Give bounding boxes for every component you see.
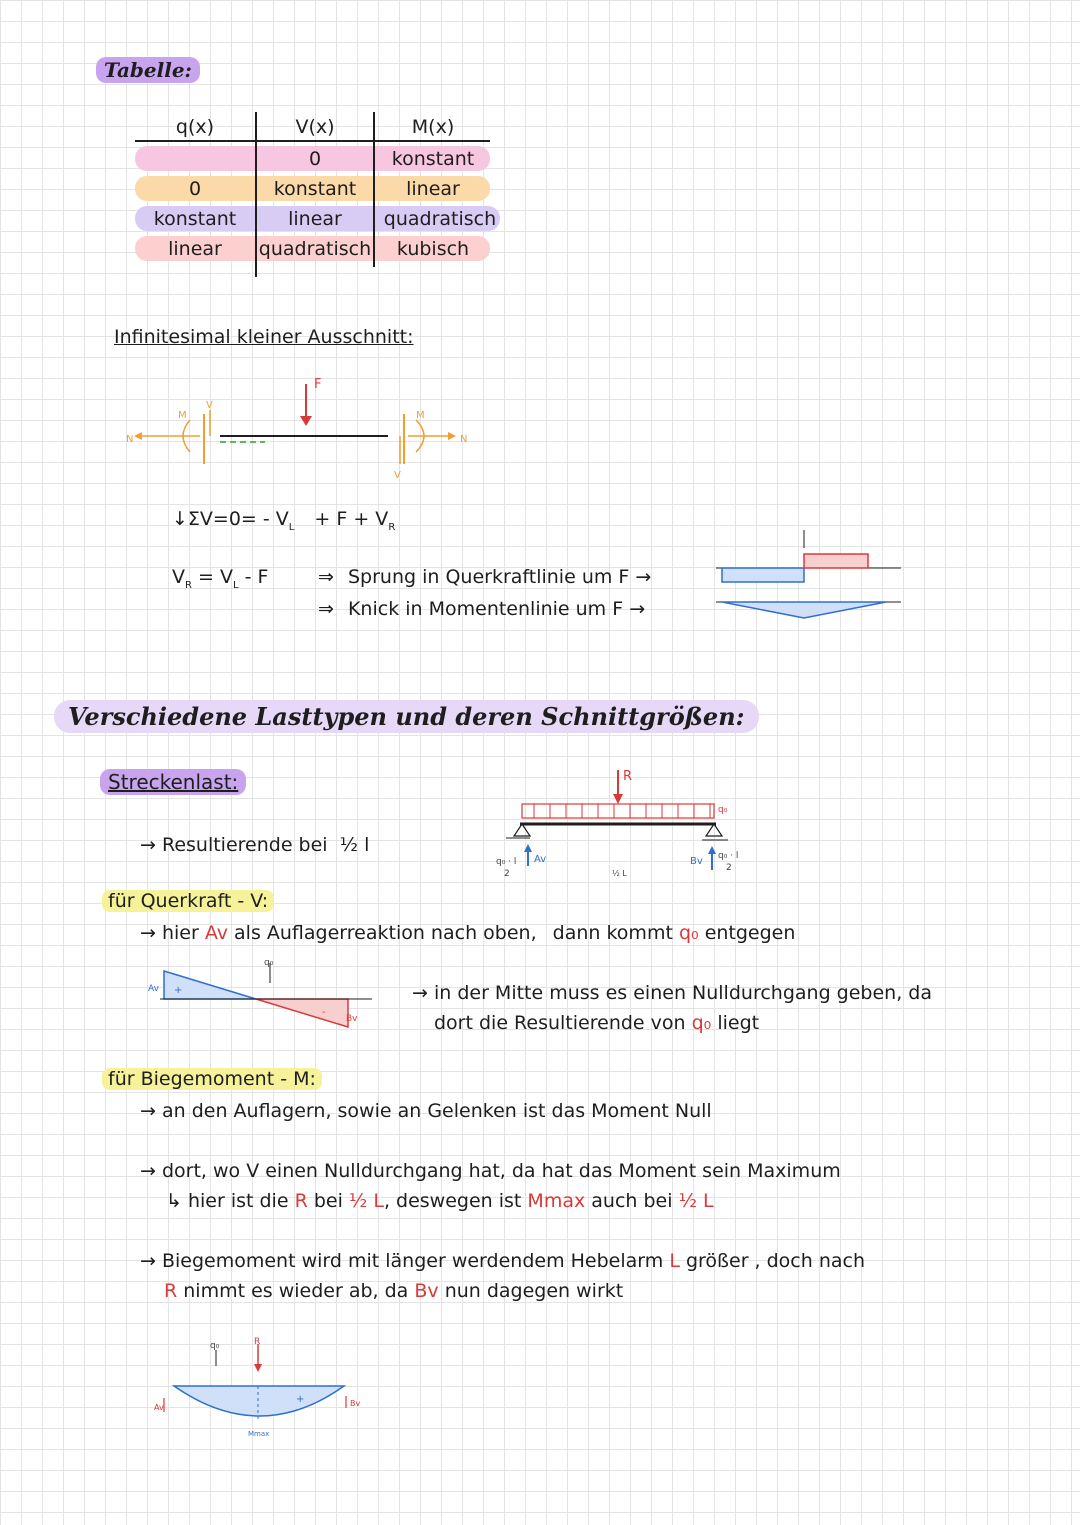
center-label: ½ L <box>612 869 627 878</box>
implies-icon: ⇒ <box>318 598 334 620</box>
r-label: R <box>254 1337 261 1347</box>
table-cell: quadratisch <box>383 208 497 230</box>
property-table <box>135 110 515 280</box>
plus-label: + <box>174 985 183 996</box>
querkraft-title: für Querkraft - V: <box>102 890 274 912</box>
moment-knick <box>722 602 886 618</box>
equation-vr <box>172 566 268 591</box>
right-support <box>706 824 722 836</box>
querkraft-note1: → in der Mitte muss es einen Nulldurchgang geben, da <box>412 982 932 1004</box>
sub-l: L <box>232 579 239 591</box>
table-cell: 0 <box>308 148 322 170</box>
equation-vr-end: - F <box>244 566 269 588</box>
querkraft-line1: → hier Av als Auflagerreaktion nach oben, dann kommt q₀ entgegen <box>140 922 796 944</box>
beam-diagram <box>490 764 760 884</box>
sub-r: R <box>185 579 192 591</box>
text: liegt <box>717 1012 760 1034</box>
av-label: Av <box>148 984 159 994</box>
text: nimmt es wieder ab, da <box>183 1280 409 1302</box>
table-cell: linear <box>168 238 222 260</box>
equation-sum-text: ↓ΣV=0= - V <box>172 508 289 530</box>
mmax-text: Mmax <box>527 1190 586 1212</box>
bv-label: Bv <box>350 1399 361 1408</box>
plus-label: + <box>296 1394 305 1405</box>
sub-l: L <box>288 521 295 533</box>
left-reaction-divisor: 2 <box>504 869 510 879</box>
left-m-label: M <box>178 410 187 421</box>
lasttypen-heading <box>54 702 759 731</box>
shear-negative-area <box>256 999 348 1027</box>
equation-vr-tail: = V <box>198 566 233 588</box>
right-reaction-divisor: 2 <box>726 863 732 873</box>
biegemoment-line3 <box>166 1190 714 1212</box>
right-reaction-label: q₀ · l <box>718 851 739 861</box>
av-text: Av <box>204 922 228 944</box>
table-cell: konstant <box>273 178 357 200</box>
force-arrowhead <box>300 416 312 426</box>
streckenlast-heading <box>100 770 246 794</box>
q0-text: q₀ <box>678 922 699 944</box>
distributed-load <box>522 804 714 818</box>
bv-label: Bv <box>690 856 703 867</box>
right-n-label: N <box>460 434 468 445</box>
equation-sum-tail: + F + V <box>314 508 389 530</box>
r-text: R <box>164 1280 178 1302</box>
table-cell: linear <box>406 178 460 200</box>
l-text: L <box>669 1250 680 1272</box>
left-reaction-label: q₀ · l <box>496 857 517 867</box>
biegemoment-title: für Biegemoment - M: <box>102 1068 322 1090</box>
biegemoment-line4: → Biegemoment wird mit länger werdendem Hebelarm L größer , doch nach <box>140 1250 866 1272</box>
biegemoment-line2: → dort, wo V einen Nulldurchgang hat, da hat das Moment sein Maximum <box>140 1160 841 1182</box>
text: nun dagegen wirkt <box>444 1280 624 1302</box>
resultierende-line: → Resultierende bei ½ l <box>140 834 370 856</box>
bv-text: Bv <box>414 1280 439 1302</box>
table-cell: 0 <box>188 178 202 200</box>
av-label: Av <box>154 1403 164 1412</box>
text: Biegemoment wird mit länger werdendem Hebelarm <box>161 1250 664 1272</box>
resultierende-fraction: ½ l <box>339 834 370 856</box>
table-cell: linear <box>288 208 342 230</box>
tabelle-title: Tabelle: <box>96 57 200 83</box>
knick-text: Knick in Momentenlinie um F <box>347 598 624 620</box>
equation-vr-text: V <box>172 566 185 588</box>
querkraft-heading <box>102 890 274 912</box>
right-normal-arrowhead <box>448 432 456 440</box>
right-m-label: M <box>416 410 425 421</box>
table-header: q(x) <box>175 116 215 138</box>
fraction-text: ½ L <box>348 1190 384 1212</box>
minus-label: - <box>322 1007 326 1018</box>
text: dort die Resultierende von <box>434 1012 686 1034</box>
sprung-line: ⇒ Sprung in Querkraftlinie um F → <box>318 566 652 588</box>
equation-sum <box>172 508 395 533</box>
ausschnitt-heading: Infinitesimal kleiner Ausschnitt: <box>114 326 414 348</box>
table-header: M(x) <box>411 116 455 138</box>
resultierende-text: Resultierende bei <box>161 834 328 856</box>
knick-line: ⇒ Knick in Momentenlinie um F → <box>318 598 646 620</box>
q0-label: q₀ <box>210 1341 220 1351</box>
biegemoment-line1: → an den Auflagern, sowie an Gelenken ist das Moment Null <box>140 1100 712 1122</box>
table-cell: konstant <box>153 208 237 230</box>
table-header-line <box>135 140 490 142</box>
q0-label: q₀ <box>264 958 274 968</box>
text: an den Auflagern, sowie an Gelenken ist das Moment Null <box>161 1100 712 1122</box>
biegemoment-line5 <box>164 1280 623 1302</box>
text: hier <box>161 922 199 944</box>
text: bei <box>313 1190 343 1212</box>
left-normal-arrowhead <box>134 432 142 440</box>
text: auch bei <box>591 1190 673 1212</box>
r-text: R <box>294 1190 308 1212</box>
bv-label: Bv <box>346 1014 358 1024</box>
element-diagram <box>120 370 500 490</box>
q0-text: q₀ <box>691 1012 712 1034</box>
text: , deswegen ist <box>383 1190 522 1212</box>
sub-r: R <box>388 521 396 533</box>
text: in der Mitte muss es einen Nulldurchgang geben, da <box>433 982 932 1004</box>
lasttypen-title: Verschiedene Lasttypen und deren Schnittgrößen: <box>54 700 759 733</box>
av-label: Av <box>534 854 547 865</box>
text: größer , doch nach <box>685 1250 866 1272</box>
shear-diagram <box>140 955 380 1035</box>
sprung-knick-diagram <box>716 526 906 622</box>
resultant-arrowhead <box>613 794 623 804</box>
biegemoment-heading <box>102 1068 322 1090</box>
table-cell: quadratisch <box>258 238 372 260</box>
shear-positive-block <box>804 554 868 568</box>
table-cell: konstant <box>391 148 475 170</box>
moment-parabola <box>174 1386 344 1416</box>
resultant-label: R <box>623 769 633 784</box>
implies-icon: ⇒ <box>318 566 334 588</box>
sprung-text: Sprung in Querkraftlinie um F <box>347 566 630 588</box>
shear-negative-block <box>722 568 804 582</box>
fraction-text: ½ L <box>678 1190 714 1212</box>
streckenlast-title: Streckenlast: <box>100 769 246 795</box>
left-n-label: N <box>126 434 134 445</box>
text: ↳ hier ist die <box>166 1190 289 1212</box>
force-label: F <box>314 377 322 392</box>
left-v-label: V <box>206 400 213 411</box>
text: entgegen <box>704 922 796 944</box>
text: als Auflagerreaktion nach oben, <box>234 922 537 944</box>
querkraft-note2 <box>434 1012 759 1034</box>
mmax-label: Mmax <box>248 1430 270 1438</box>
text: dann kommt <box>552 922 673 944</box>
right-v-label: V <box>394 470 401 481</box>
table-header: V(x) <box>295 116 335 138</box>
moment-diagram <box>150 1336 380 1446</box>
q0-label: q₀ <box>718 805 728 815</box>
left-support <box>514 824 530 836</box>
text: dort, wo V einen Nulldurchgang hat, da hat das Moment sein Maximum <box>161 1160 841 1182</box>
tabelle-heading <box>96 58 200 82</box>
table-cell: kubisch <box>396 238 470 260</box>
